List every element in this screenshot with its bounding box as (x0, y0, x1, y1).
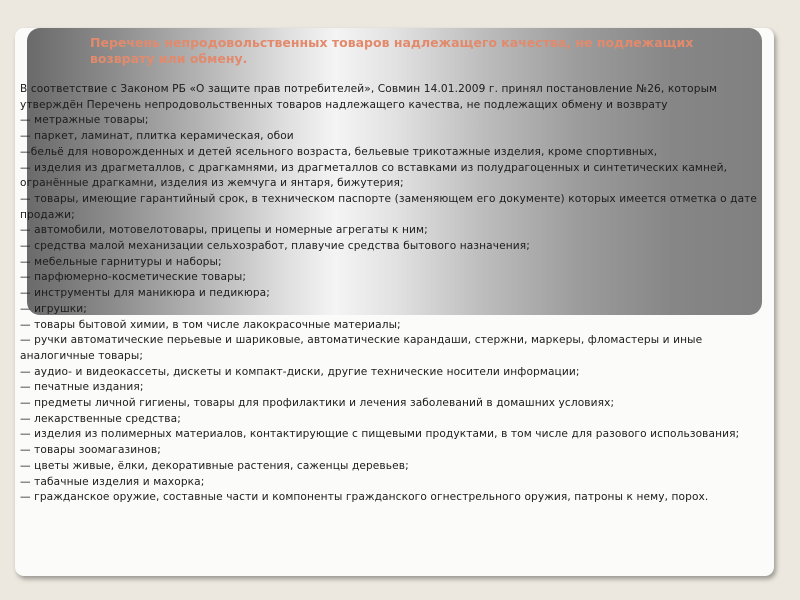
list-item: — изделия из драгметаллов, с драгкамнями, из драгметаллов со вставками из полудрагоценных и синтетических камней, огранённые драгкамни, изделия из жемчуга и янтаря, бижутерия; (20, 161, 728, 190)
list-item: — парфюмерно-косметические товары; (20, 271, 247, 284)
list-item: — цветы живые, ёлки, декоративные растения, саженцы деревьев; (20, 459, 409, 472)
list-item: — паркет, ламинат, плитка керамическая, обои (20, 130, 294, 143)
list-item: — изделия из полимерных материалов, контактирующие с пищевыми продуктами, в том числе для разового использования; (20, 428, 740, 441)
list-item: — товары бытовой химии, в том числе лакокрасочные материалы; (20, 318, 401, 331)
list-item: — средства малой механизации сельхозработ, плавучие средства бытового назначения; (20, 240, 530, 253)
list-item: — инструменты для маникюра и педикюра; (20, 287, 270, 300)
list-item: — метражные товары; (20, 114, 149, 127)
slide-body (20, 82, 780, 506)
list-item: — лекарственные средства; (20, 412, 181, 425)
list-item: — гражданское оружие, составные части и компоненты гражданского огнестрельного оружия, патроны к нему, порох. (20, 491, 709, 504)
list-item: — предметы личной гигиены, товары для профилактики и лечения заболеваний в домашних условиях; (20, 397, 615, 410)
list-item: — печатные издания; (20, 381, 144, 394)
list-item: — игрушки; (20, 302, 87, 315)
list-item: — ручки автоматические перьевые и шариковые, автоматические карандаши, стержни, маркеры, фломастеры и иные аналогичные товары; (20, 334, 703, 362)
list-item: — автомобили, мотовелотовары, прицепы и номерные агрегаты к ним; (20, 224, 428, 237)
list-item: — мебельные гарнитуры и наборы; (20, 255, 222, 268)
slide-title: Перечень непродовольственных товаров надлежащего качества, не подлежащих возврату или обмену. (90, 35, 694, 66)
intro-paragraph: В соответствие с Законом РБ «О защите прав потребителей», Совмин 14.01.2009 г. принял постановление №26, которым утверждён Перечень непродовольственных товаров надлежащего качества, не подлежащих обмену и возврату (20, 83, 718, 111)
list-item: — табачные изделия и махорка; (20, 475, 205, 488)
list-item: — товары зоомагазинов; (20, 444, 161, 457)
list-item: — аудио- и видеокассеты, дискеты и компакт-диски, другие технические носители информации; (20, 365, 580, 378)
list-item: —бельё для новорожденных и детей ясельного возраста, бельевые трикотажные изделия, кроме спортивных, (20, 145, 658, 158)
list-item: — товары, имеющие гарантийный срок, в техническом паспорте (заменяющем его документе) которых имеется отметка о дате продажи; (20, 192, 758, 221)
